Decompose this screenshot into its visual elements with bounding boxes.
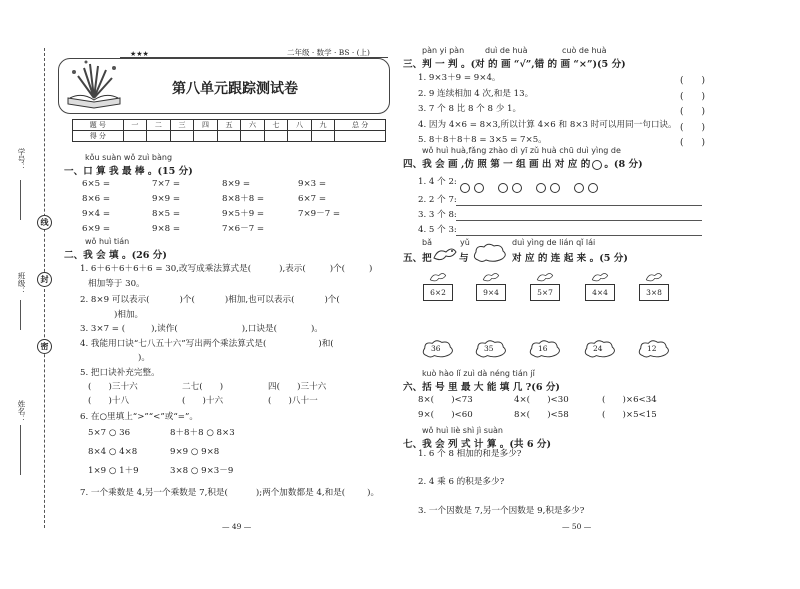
binding-mark-xian: 线 xyxy=(37,215,52,230)
q7-text-a: 7. 一个乘数是 4,另一个乘数是 7,积是( xyxy=(80,488,228,498)
animal-icon xyxy=(643,270,665,284)
s4-row-1-label: 1. 4 个 2: xyxy=(418,177,457,187)
s7-q3: 3. 一个因数是 7,另一个因数是 9,积是多少? xyxy=(418,506,585,516)
name-label: 姓名： xyxy=(17,400,26,423)
score-cell[interactable] xyxy=(217,131,241,142)
mental-math-item: 7×9－7 = xyxy=(298,209,341,219)
product-cloud[interactable]: 12 xyxy=(647,344,657,353)
score-header-cell: 二 xyxy=(147,120,171,131)
q7-text-b: );两个加数都是 4,和是( xyxy=(255,488,346,498)
score-cell[interactable] xyxy=(147,131,171,142)
q1-text-c: )个( xyxy=(329,264,346,274)
multiplication-card[interactable]: 5×7 xyxy=(530,284,560,301)
q4-text-a: 4. 我能用口诀“七八五十六”写出两个乘法算式是( xyxy=(80,339,267,349)
s4-row-3-label: 3. 3 个 8: xyxy=(418,210,457,220)
q4-text-b: )和( xyxy=(318,339,334,349)
animal-icon xyxy=(534,270,556,284)
judge-answer-box[interactable]: ( ) xyxy=(680,76,706,86)
q2-text-d: )个( xyxy=(324,295,340,305)
max-fill-item: ( )×6<34 xyxy=(602,395,657,405)
score-header-cell: 一 xyxy=(123,120,147,131)
s5-title-a: 五、把 xyxy=(403,253,432,264)
s3-pinyin-1: pàn yi pàn xyxy=(422,46,465,55)
score-cell[interactable] xyxy=(311,131,335,142)
animal-icon xyxy=(427,270,449,284)
s2-title: 二、我 会 填 。(26 分) xyxy=(64,250,167,261)
q2-text-e: )相加。 xyxy=(114,310,144,320)
class-label: 班级： xyxy=(17,272,26,295)
mental-math-item: 6×5 = xyxy=(82,179,111,189)
mnemonic-blank: ( )八十一 xyxy=(268,396,318,406)
animal-icon xyxy=(432,244,458,264)
page-number-right: — 50 — xyxy=(562,522,592,531)
score-row-label: 得 分 xyxy=(73,131,124,142)
s3-pinyin-3: cuò de huà xyxy=(562,46,607,55)
score-header-cell: 九 xyxy=(311,120,335,131)
s5-pinyin-1: bǎ xyxy=(422,238,432,247)
multiplication-card[interactable]: 3×8 xyxy=(639,284,669,301)
s1-pinyin: kǒu suàn wǒ zuì bàng xyxy=(85,153,173,162)
mental-math-item: 6×7 = xyxy=(298,194,327,204)
q7-text-c: )。 xyxy=(367,488,380,498)
product-cloud[interactable]: 16 xyxy=(538,344,548,353)
animal-icon xyxy=(480,270,502,284)
mental-math-item: 8×6 = xyxy=(82,194,111,204)
mental-math-item: 9×8 = xyxy=(152,224,181,234)
q3-text-b: ),读作( xyxy=(151,324,178,334)
s5-title-b: 与 xyxy=(459,253,469,264)
student-id-line xyxy=(20,180,21,220)
judge-statement: 5. 8＋8＋8＋8 = 3×5 = 7×5。 xyxy=(418,135,547,145)
product-cloud[interactable]: 24 xyxy=(593,344,603,353)
score-header-cell: 八 xyxy=(288,120,312,131)
compare-item: 3×8 ○ 9×3－9 xyxy=(170,466,234,476)
mental-math-item: 8×9 = xyxy=(222,179,251,189)
score-table xyxy=(72,119,386,142)
s2-pinyin: wǒ huì tián xyxy=(85,237,130,246)
score-header-cell: 七 xyxy=(264,120,288,131)
max-fill-item: ( )×5<15 xyxy=(602,410,657,420)
s6-title: 六、括 号 里 最 大 能 填 几 ?(6 分) xyxy=(403,382,560,393)
s4-row-2-line xyxy=(456,205,702,206)
stars: ★★★ xyxy=(130,50,149,58)
judge-statement: 4. 因为 4×6 = 8×3,所以计算 4×6 和 8×3 时可以用同一句口诀。 xyxy=(418,119,677,130)
mental-math-item: 9×9 = xyxy=(152,194,181,204)
q2-text-b: )个( xyxy=(179,295,195,305)
name-line xyxy=(20,425,21,475)
judge-statement: 3. 7 个 8 比 8 个 8 少 1。 xyxy=(418,104,522,114)
q6-text: 6. 在○里填上“>”“<”或“=”。 xyxy=(80,412,198,422)
q1-text-d: ) xyxy=(369,264,373,274)
cloud-icon xyxy=(472,242,508,264)
s4-row-4-label: 4. 5 个 3: xyxy=(418,225,457,235)
score-header-cell: 三 xyxy=(170,120,194,131)
s5-pinyin-2: yǔ xyxy=(460,238,470,247)
mnemonic-blank: ( )三十六 xyxy=(88,382,138,392)
q2-text-c: )相加,也可以表示( xyxy=(224,295,295,305)
mental-math-item: 7×7 = xyxy=(152,179,181,189)
s1-title: 一、口 算 我 最 棒 。(15 分) xyxy=(64,166,193,177)
student-id-label: 学号： xyxy=(17,148,26,171)
s7-q1: 1. 6 个 8 相加的和是多少? xyxy=(418,449,522,459)
s4-row-1-circles xyxy=(458,177,600,196)
s7-title: 七、我 会 列 式 计 算 。(共 6 分) xyxy=(403,439,552,450)
q4-text-c: )。 xyxy=(138,353,150,363)
s6-pinyin: kuò hào lǐ zuì dà néng tián jǐ xyxy=(422,369,535,378)
circle-icon xyxy=(592,160,602,170)
score-cell[interactable] xyxy=(241,131,265,142)
class-line xyxy=(20,300,21,330)
score-header-cell: 总 分 xyxy=(335,120,386,131)
s3-title: 三、判 一 判 。(对 的 画 “√”,错 的 画 “×”)(5 分) xyxy=(403,59,626,70)
s7-pinyin: wǒ huì liè shì jì suàn xyxy=(422,426,503,435)
s4-row-2-label: 2. 2 个 7: xyxy=(418,195,457,205)
compare-item: 1×9 ○ 1＋9 xyxy=(88,466,139,476)
score-header-cell: 题 号 xyxy=(73,120,124,131)
s5-pinyin-3: duì yìng de lián qǐ lái xyxy=(512,238,596,247)
mental-math-item: 6×9 = xyxy=(82,224,111,234)
s3-pinyin-2: duì de huà xyxy=(485,46,528,55)
mnemonic-blank: 二七( ) xyxy=(182,382,224,392)
s4-pinyin: wǒ huì huà,fǎng zhào dì yī zǔ huà chū duì yìng de xyxy=(422,146,621,155)
compare-item: 9×9 ○ 9×8 xyxy=(170,447,220,457)
multiplication-card[interactable]: 9×4 xyxy=(476,284,506,301)
q1-text-e: 相加等于 30。 xyxy=(88,279,145,289)
mental-math-item: 9×5＋9 = xyxy=(222,209,265,219)
q3-text-d: )。 xyxy=(310,324,323,334)
compare-item: 8＋8＋8 ○ 8×3 xyxy=(170,428,235,438)
mental-math-item: 8×5 = xyxy=(152,209,181,219)
max-fill-item: 9×( )<60 xyxy=(418,410,473,420)
judge-answer-box[interactable]: ( ) xyxy=(680,91,706,102)
q1-text-a: 1. 6＋6＋6＋6＋6 = 30,改写成乘法算式是( xyxy=(80,264,252,274)
mnemonic-blank: 四( )三十六 xyxy=(268,382,327,392)
score-cell[interactable] xyxy=(194,131,218,142)
mental-math-item: 8×8＋8 = xyxy=(222,194,265,204)
q3-text-c: ),口诀是( xyxy=(241,324,277,334)
multiplication-card[interactable]: 6×2 xyxy=(423,284,453,301)
page-title: 第八单元跟踪测试卷 xyxy=(172,81,298,97)
compare-item: 5×7 ○ 36 xyxy=(88,428,131,438)
s4-title-a: 四、我 会 画 ,仿 照 第 一 组 画 出 对 应 的 xyxy=(403,159,591,170)
score-cell[interactable] xyxy=(170,131,194,142)
product-cloud[interactable]: 36 xyxy=(431,344,441,353)
product-cloud[interactable]: 35 xyxy=(484,344,494,353)
mental-math-item: 7×6－7 = xyxy=(222,224,265,234)
max-fill-item: 4×( )<30 xyxy=(514,395,569,405)
mnemonic-blank: ( )十六 xyxy=(182,396,224,406)
score-cell[interactable] xyxy=(335,131,386,142)
binding-mark-mi: 密 xyxy=(37,339,52,354)
multiplication-card[interactable]: 4×4 xyxy=(585,284,615,301)
q1-text-b: ),表示( xyxy=(279,264,306,274)
q2-text-a: 2. 8×9 可以表示( xyxy=(80,295,150,305)
score-cell[interactable] xyxy=(288,131,312,142)
s7-q2: 2. 4 乘 6 的积是多少? xyxy=(418,477,505,487)
score-header-cell: 五 xyxy=(217,120,241,131)
mental-math-item: 9×4 = xyxy=(82,209,111,219)
judge-answer-box[interactable]: ( ) xyxy=(680,107,706,117)
page-number-left: — 49 — xyxy=(222,522,252,531)
compare-item: 8×4 ○ 4×8 xyxy=(88,447,138,457)
judge-answer-box[interactable]: ( ) xyxy=(680,122,706,133)
mental-math-item: 9×3 = xyxy=(298,179,327,189)
q5-text: 5. 把口诀补充完整。 xyxy=(80,368,160,378)
score-cell[interactable] xyxy=(264,131,288,142)
grade-label: 二年级 · 数学 · BS · (上) xyxy=(287,48,370,57)
judge-answer-box[interactable]: ( ) xyxy=(680,138,706,148)
s4-title-b: 。(8 分) xyxy=(604,159,643,170)
score-cell[interactable] xyxy=(123,131,147,142)
binding-dashed-line xyxy=(44,48,45,528)
max-fill-item: 8×( )<73 xyxy=(418,395,473,405)
max-fill-item: 8×( )<58 xyxy=(514,410,569,420)
judge-statement: 1. 9×3＋9 = 9×4。 xyxy=(418,73,501,83)
score-header-cell: 四 xyxy=(194,120,218,131)
binding-mark-feng: 封 xyxy=(37,272,52,287)
book-logo-icon xyxy=(64,58,124,110)
animal-icon xyxy=(589,270,611,284)
score-header-cell: 六 xyxy=(241,120,265,131)
judge-statement: 2. 9 连续相加 4 次,和是 13。 xyxy=(418,88,534,99)
s5-title-c: 对 应 的 连 起 来 。(5 分) xyxy=(512,253,628,264)
mnemonic-blank: ( )十八 xyxy=(88,396,130,406)
q3-text-a: 3. 3×7 = ( xyxy=(80,324,126,334)
s4-row-3-line xyxy=(456,220,702,221)
s4-row-4-line xyxy=(456,235,702,236)
